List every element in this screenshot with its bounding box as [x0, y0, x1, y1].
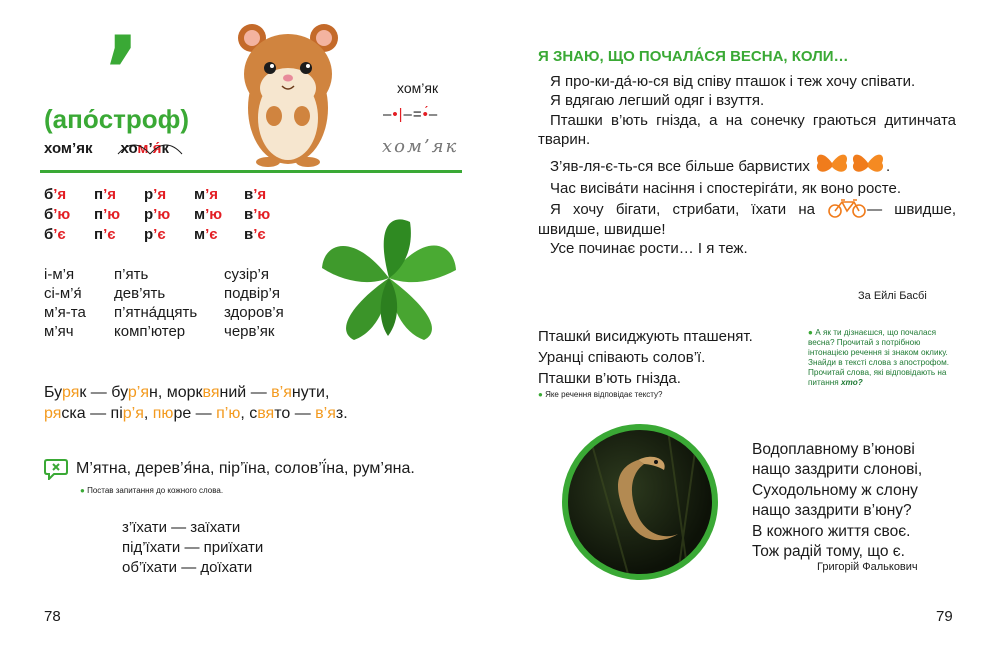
word: здоров’я [224, 304, 284, 321]
hamster-image [232, 18, 344, 168]
comparison-line-2: ряска — пір’я, пюре — п’ю, свято — в’яз. [44, 405, 348, 422]
speech-bubble-icon [44, 458, 68, 480]
apostrophe-title: (апо́строф) [44, 104, 190, 134]
verb-pair: під’їхати — приїхати [122, 539, 264, 556]
poem-line: Суходольному ж слону [752, 481, 918, 499]
scheme-word: хом’як [397, 80, 439, 96]
fish-image [568, 430, 712, 574]
syllable: п’я [94, 186, 116, 203]
poem-line: нащо заздрити слонові, [752, 461, 923, 479]
butterflies-icon [814, 149, 886, 179]
word: сузір’я [224, 266, 270, 283]
story-paragraph: Усе починає рости… І я теж. [550, 240, 748, 258]
word: п’ять [114, 266, 149, 283]
comparison-line-1: Буряк — бур’ян, морквяний — в’янути, [44, 384, 330, 401]
story-paragraph: Я вдягаю легший одяг і взуття. [550, 92, 765, 110]
syllable: в’є [244, 226, 266, 243]
syllable: р’ю [144, 206, 171, 223]
word: черв’як [224, 323, 275, 340]
story-paragraph: З’яв-ля-є-ть-ся все більше барвистих . [538, 149, 956, 179]
word: комп’ютер [114, 323, 186, 340]
bullet-icon: ● [808, 328, 816, 337]
side-note: ● А як ти дізнаєшся, що почалася весна? Прочитай з потрібною інтонацією речення зі знаком оклику. Знайди в тексті слова з апострофом. Прочитай слова, які відповідають на питання хто? [808, 328, 949, 387]
loach-fish-photo [562, 424, 718, 580]
poem-line: нащо заздрити в’юну? [752, 502, 912, 520]
word: м’яч [44, 323, 74, 340]
statement-lines [538, 326, 753, 389]
word: дев’ять [114, 285, 166, 302]
sound-scheme: –•|–=•́– [383, 106, 439, 123]
verb-pair: з’їхати — заїхати [122, 519, 241, 536]
word: м’я-та [44, 304, 86, 321]
word: і-м’я [44, 266, 75, 283]
statement: Пташки́ висиджують пташенят. [538, 328, 753, 345]
statement: Уранці співають солов’ї. [538, 349, 706, 366]
bicycle-icon [827, 198, 867, 218]
syllable-arcs-icon [116, 134, 186, 158]
comparison-lines [44, 382, 348, 424]
poem-line: Водоплавному в’юнові [752, 441, 915, 458]
word-pair [44, 140, 169, 157]
syllable: в’ю [244, 206, 271, 223]
story-title: Я ЗНАЮ, ЩО ПОЧАЛА́СЯ ВЕСНА, КОЛИ… [538, 48, 849, 65]
syllable: м’є [194, 226, 218, 243]
word: п’ятна́дцять [114, 304, 198, 321]
syllable-grid [44, 186, 294, 243]
task-words: М’ятна, дерев’я́на, пір’їна, солов’ї́на, рум’яна. [76, 460, 415, 477]
syllable: б’я [44, 186, 67, 203]
word-stressed: хом’я́к [120, 140, 169, 157]
apostrophe-words [44, 266, 344, 340]
word: подвір’я [224, 285, 280, 302]
word-plain: хом’як [44, 140, 93, 157]
verb-pairs [122, 518, 263, 578]
syllable: б’є [44, 226, 66, 243]
story-paragraph: Час висіва́ти насіння і спостеріга́ти, як воно росте. [550, 180, 901, 198]
syllable: р’я [144, 186, 167, 203]
poem-line: В кожного життя своє. [752, 522, 911, 540]
syllable: п’є [94, 226, 116, 243]
syllable: м’ю [194, 206, 223, 223]
syllable: п’ю [94, 206, 121, 223]
bullet-icon: ● [538, 390, 546, 399]
verb-pair: об’їхати — доїхати [122, 559, 253, 576]
script-word: хом’як [382, 136, 459, 157]
page-number-left: 78 [44, 608, 61, 625]
poem [752, 440, 922, 562]
story-author: За Ейлі Басбі [858, 290, 927, 302]
story-paragraph: Я хочу бігати, стрибати, їхати на — швидше, швидше, швидше! [538, 198, 956, 239]
syllable: б’ю [44, 206, 71, 223]
syllable: в’я [244, 186, 267, 203]
task-hint: ● Постав запитання до кожного слова. [80, 486, 224, 495]
divider [40, 170, 462, 173]
syllable: м’я [194, 186, 219, 203]
story-paragraph: Пташки в’ють гнізда, а на сонечку граються дитинчата тварин. [538, 111, 956, 148]
page-number-right: 79 [936, 608, 953, 625]
poem-author: Григорій Фалькович [817, 561, 918, 573]
statement: Пташки в’ють гнізда. [538, 370, 681, 387]
bullet-icon: ● [80, 486, 88, 495]
question-text: ● Яке речення відповідає тексту? [538, 390, 663, 399]
apostrophe-mark: ’ [104, 16, 141, 128]
story-paragraph: Я про-ки-да́-ю-ся від співу пташок і теж хочу співати. [550, 73, 916, 90]
word: сі-м’я́ [44, 285, 82, 302]
poem-line: Тож радій тому, що є. [752, 543, 905, 561]
story-text [538, 72, 956, 258]
syllable: р’є [144, 226, 166, 243]
